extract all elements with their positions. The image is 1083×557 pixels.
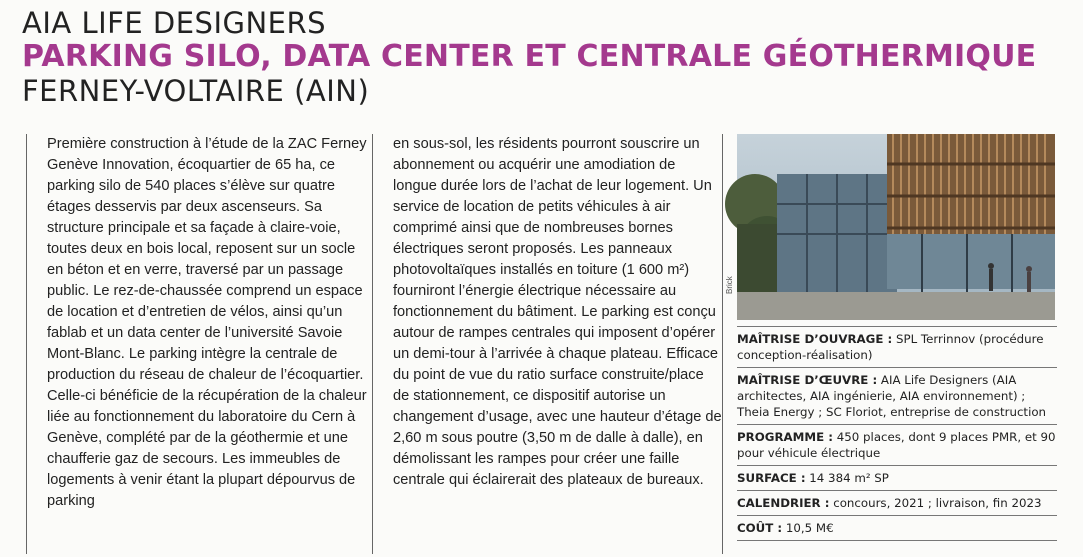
fact-label: PROGRAMME : (737, 430, 834, 444)
fact-label: MAÎTRISE D’ŒUVRE : (737, 373, 878, 387)
project-facts (737, 326, 1057, 541)
fact-architect (737, 367, 1057, 424)
building-photo (725, 134, 1055, 320)
fact-value: concours, 2021 ; livraison, fin 2023 (833, 496, 1042, 510)
fact-owner (737, 326, 1057, 367)
project-title: PARKING SILO, DATA CENTER ET CENTRALE GÉOTHERMIQUE (22, 39, 1037, 74)
photo-credit: Brick (725, 276, 734, 294)
fact-value: SPL Terrinnov (procédure conception-réalisation) (737, 332, 1044, 362)
fact-value: 14 384 m² SP (809, 471, 889, 485)
fact-label: SURFACE : (737, 471, 806, 485)
fact-program (737, 424, 1057, 465)
fact-label: CALENDRIER : (737, 496, 830, 510)
architect-name: AIA LIFE DESIGNERS (22, 6, 327, 40)
sidebar (722, 134, 1081, 554)
fact-cost (737, 515, 1057, 541)
article-header (22, 6, 1036, 108)
body-text-part-2: en sous-sol, les résidents pourront souscrire un abonnement ou acquérir une amodiation de longue durée lors de l’achat de leur logement. Un service de location de petits véhicules à air comprimé ainsi que de nombreuses bornes électriques seront proposés. Les panneaux photovoltaïques installés en toiture (1 600 m²) fourniront l’énergie électrique nécessaire au fonctionnement du bâtiment. Le parking est conçu autour de rampes centrales qui imposent d’opérer un demi-tour à l’arrivée à chaque plateau. Efficace du point de vue du ratio surface construite/place de stationnement, ce dispositif autorise un changement d’usage, avec une hauteur d’étage de 2,60 m sous poutre (3,50 m de dalle à dalle), en démolissant les rampes pour créer une faille centrale qui éclairerait des plateaux de bureaux. (393, 136, 722, 488)
fact-label: COÛT : (737, 521, 783, 535)
fact-value: 450 places, dont 9 places PMR, et 90 pour véhicule électrique (737, 430, 1056, 460)
project-location: FERNEY-VOLTAIRE (AIN) (22, 74, 370, 108)
fact-value: AIA Life Designers (AIA architectes, AIA ingénierie, AIA environnement) ; Theia Energy ; SC Floriot, entreprise de construction (737, 373, 1047, 419)
building-illustration (737, 134, 1055, 320)
fact-value: 10,5 M€ (785, 521, 834, 535)
text-column-1 (26, 134, 373, 554)
text-column-2 (372, 134, 723, 554)
fact-label: MAÎTRISE D’OUVRAGE : (737, 332, 893, 346)
body-text-part-1: Première construction à l’étude de la ZAC Ferney Genève Innovation, écoquartier de 65 ha, ce parking silo de 540 places s’élève sur quatre étages desservis par deux ascenseurs. Sa structure principale et sa façade à claire-voie, toutes deux en bois local, reposent sur un socle en béton et en verre, traversé par un passage public. Le rez-de-chaussée comprend un espace de location et d’entretien de vélos, ainsi qu’un fablab et un data center de l’université Savoie Mont-Blanc. Le parking intègre la centrale de production du réseau de chaleur de l’écoquartier. Celle-ci bénéficie de la récupération de la chaleur liée au fonctionnement du laboratoire du Cern à Genève, complété par de la géothermie et une chaufferie gaz de secours. Les immeubles de logements à venir étant la plupart dépourvus de parking (47, 136, 367, 509)
fact-surface (737, 465, 1057, 490)
fact-schedule (737, 490, 1057, 515)
